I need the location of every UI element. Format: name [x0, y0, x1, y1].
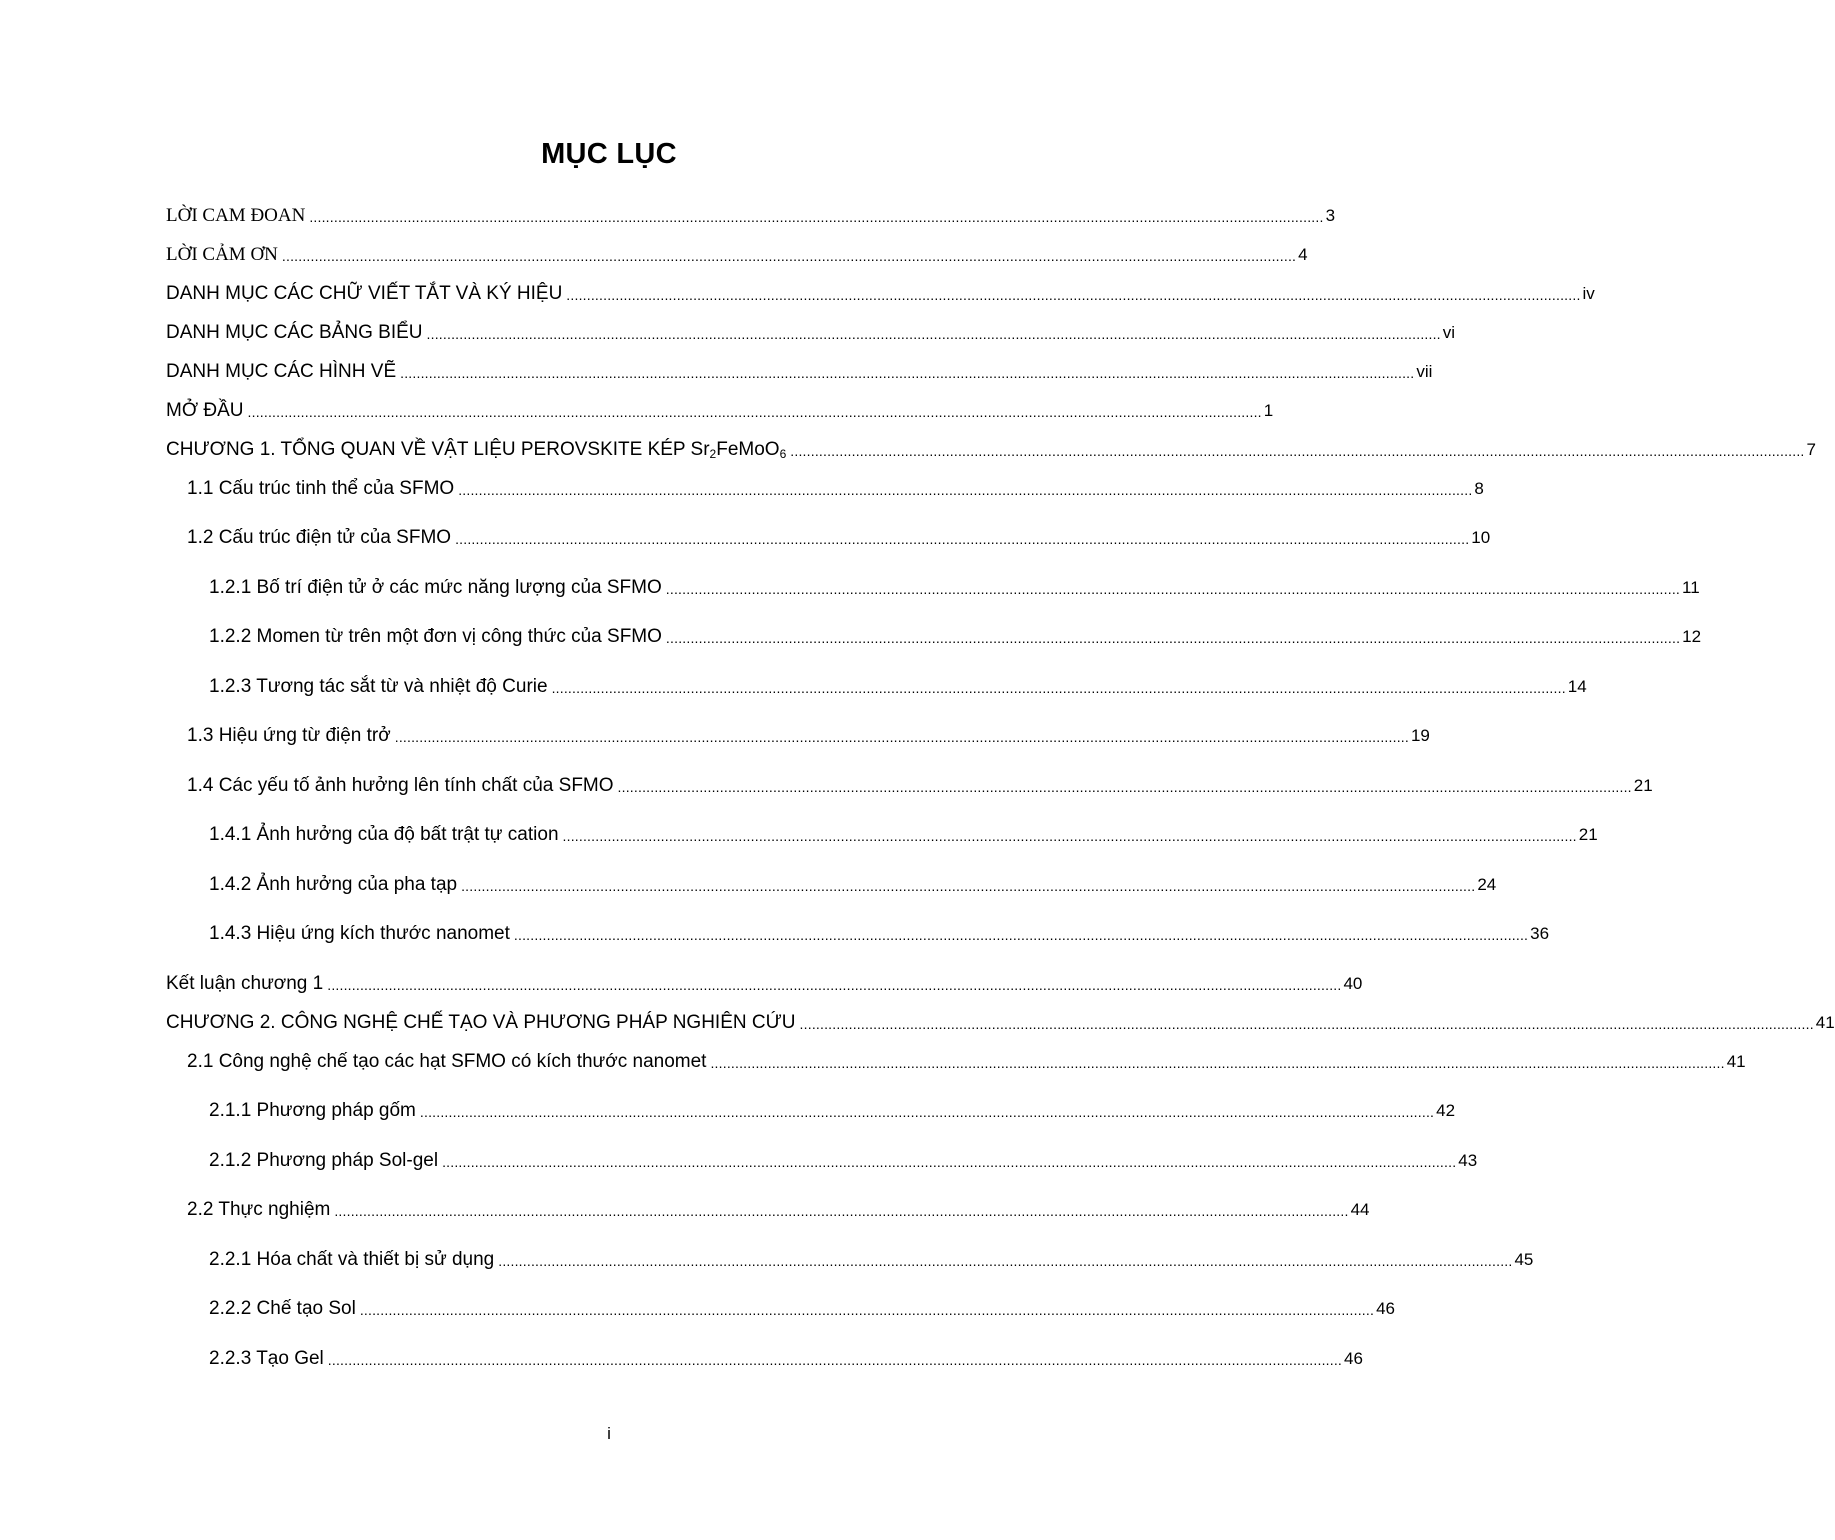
- toc-entry[interactable]: [209, 1095, 1456, 1121]
- toc-entry-title: DANH MỤC CÁC CHỮ VIẾT TẮT VÀ KÝ HIỆU: [166, 283, 563, 304]
- toc-entry[interactable]: [209, 1343, 1363, 1369]
- toc-entry-title: [166, 439, 786, 460]
- toc-title-part: CHƯƠNG 1. TỔNG QUAN VỀ VẬT LIỆU PEROVSKITE KÉP Sr: [166, 439, 710, 460]
- toc-entry-title: 2.2 Thực nghiệm: [187, 1199, 331, 1220]
- toc-dot-leader: ........................................................................................................................................................................................................................................................: [327, 1352, 1343, 1368]
- toc-dot-leader: ........................................................................................................................................................................................................................................................: [359, 1302, 1375, 1318]
- toc-dot-leader: ........................................................................................................................................................................................................................................................: [458, 482, 1473, 498]
- toc-dot-leader: ........................................................................................................................................................................................................................................................: [419, 1104, 1435, 1120]
- toc-dot-leader: ........................................................................................................................................................................................................................................................: [461, 878, 1476, 894]
- toc-dot-leader: ........................................................................................................................................................................................................................................................: [562, 828, 1577, 844]
- toc-entry[interactable]: [187, 1194, 1370, 1220]
- toc-page-number: 11: [1682, 578, 1700, 597]
- toc-dot-leader: ........................................................................................................................................................................................................................................................: [710, 1055, 1725, 1071]
- toc-dot-leader: ........................................................................................................................................................................................................................................................: [327, 977, 1342, 993]
- toc-entry-title: 1.4.2 Ảnh hưởng của pha tạp: [209, 874, 458, 895]
- toc-entry-title: CHƯƠNG 2. CÔNG NGHỆ CHẾ TẠO VÀ PHƯƠNG PHÁP NGHIÊN CỨU: [166, 1012, 796, 1033]
- toc-entry[interactable]: [209, 1293, 1395, 1319]
- toc-entry-title: 1.4.3 Hiệu ứng kích thước nanomet: [209, 923, 510, 944]
- toc-page-number: 43: [1458, 1151, 1478, 1170]
- toc-entry[interactable]: [166, 200, 1336, 226]
- page-number-footer: i: [607, 1424, 611, 1443]
- toc-entry[interactable]: [187, 473, 1484, 499]
- toc-dot-leader: ........................................................................................................................................................................................................................................................: [442, 1154, 1457, 1170]
- toc-entry[interactable]: [166, 968, 1363, 994]
- toc-entry-title: MỞ ĐẦU: [166, 400, 244, 421]
- toc-page-number: 8: [1474, 479, 1484, 498]
- toc-dot-leader: ........................................................................................................................................................................................................................................................: [551, 680, 1566, 696]
- toc-dot-leader: ........................................................................................................................................................................................................................................................: [394, 729, 1409, 745]
- toc-entry[interactable]: [166, 434, 1816, 461]
- toc-entry[interactable]: [187, 770, 1653, 796]
- toc-entry-title: LỜI CẢM ƠN: [166, 244, 278, 265]
- toc-entry-title: 2.2.1 Hóa chất và thiết bị sử dụng: [209, 1249, 495, 1270]
- toc-page-number: 40: [1343, 974, 1363, 993]
- toc-entry[interactable]: [209, 819, 1598, 845]
- toc-entry[interactable]: [166, 356, 1433, 382]
- toc-page-number: 42: [1436, 1101, 1456, 1120]
- toc-entry-title: 2.2.3 Tạo Gel: [209, 1348, 324, 1369]
- toc-page-number: 1: [1263, 401, 1274, 420]
- toc-dot-leader: ........................................................................................................................................................................................................................................................: [566, 287, 1581, 303]
- toc-page-number: 10: [1471, 528, 1491, 547]
- subscript: 2: [709, 447, 717, 461]
- toc-dot-leader: ........................................................................................................................................................................................................................................................: [498, 1253, 1513, 1269]
- toc-entry-title: 1.2 Cấu trúc điện tử của SFMO: [187, 527, 452, 548]
- toc-page-number: 14: [1567, 677, 1587, 696]
- toc-entry[interactable]: [166, 1007, 1835, 1033]
- toc-dot-leader: ........................................................................................................................................................................................................................................................: [281, 248, 1297, 264]
- toc-page-number: 12: [1682, 627, 1702, 646]
- toc-entry[interactable]: [166, 239, 1308, 265]
- toc-entry-title: DANH MỤC CÁC HÌNH VẼ: [166, 361, 397, 382]
- toc-page-number: 21: [1633, 776, 1653, 795]
- toc-entry[interactable]: [209, 671, 1587, 697]
- toc-title-part: FeMoO: [716, 439, 780, 460]
- toc-entry[interactable]: [187, 720, 1430, 746]
- toc-dot-leader: ........................................................................................................................................................................................................................................................: [400, 365, 1415, 381]
- toc-entry-title: 1.4 Các yếu tố ảnh hưởng lên tính chất của SFMO: [187, 775, 614, 796]
- toc-page-number: 24: [1477, 875, 1497, 894]
- toc-dot-leader: ........................................................................................................................................................................................................................................................: [247, 404, 1262, 420]
- toc-entry[interactable]: [187, 1046, 1746, 1072]
- toc-page-number: 21: [1578, 825, 1598, 844]
- toc-entry-title: 1.2.3 Tương tác sắt từ và nhiệt độ Curie: [209, 676, 548, 697]
- toc-entry-title: 2.1 Công nghệ chế tạo các hạt SFMO có kích thước nanomet: [187, 1051, 707, 1072]
- toc-page-number: 41: [1726, 1052, 1746, 1071]
- toc-entry-title: Kết luận chương 1: [166, 973, 324, 994]
- toc-entry[interactable]: [209, 869, 1497, 895]
- toc-page-number: 45: [1514, 1250, 1534, 1269]
- toc-dot-leader: ........................................................................................................................................................................................................................................................: [790, 443, 1805, 459]
- toc-page-number: 44: [1350, 1200, 1370, 1219]
- toc-page-number: 46: [1376, 1299, 1395, 1318]
- toc-entry[interactable]: [166, 395, 1274, 421]
- toc-page-number: 46: [1344, 1349, 1363, 1368]
- subscript: 6: [779, 447, 787, 461]
- toc-dot-leader: ........................................................................................................................................................................................................................................................: [665, 630, 1681, 646]
- toc-page-number: 4: [1298, 245, 1308, 264]
- toc-entry-title: 1.1 Cấu trúc tinh thể của SFMO: [187, 478, 455, 499]
- toc-entry[interactable]: [209, 1145, 1478, 1171]
- toc-dot-leader: ........................................................................................................................................................................................................................................................: [426, 326, 1441, 342]
- toc-entry[interactable]: [209, 572, 1700, 598]
- toc-page-number: vii: [1416, 362, 1433, 381]
- toc-entry[interactable]: [166, 317, 1456, 343]
- toc-page-number: 7: [1806, 440, 1816, 459]
- toc-page-number: 36: [1530, 924, 1550, 943]
- toc-entry-title: 1.2.1 Bố trí điện tử ở các mức năng lượng của SFMO: [209, 577, 662, 598]
- toc-entry-title: LỜI CAM ĐOAN: [166, 205, 306, 226]
- toc-dot-leader: ........................................................................................................................................................................................................................................................: [617, 779, 1632, 795]
- toc-entry-title: 2.2.2 Chế tạo Sol: [209, 1298, 356, 1319]
- toc-page-number: 19: [1410, 726, 1430, 745]
- toc-dot-leader: ........................................................................................................................................................................................................................................................: [455, 531, 1470, 547]
- toc-dot-leader: ........................................................................................................................................................................................................................................................: [309, 209, 1324, 225]
- toc-dot-leader: ........................................................................................................................................................................................................................................................: [334, 1203, 1349, 1219]
- toc-entry[interactable]: [187, 522, 1491, 548]
- toc-dot-leader: ........................................................................................................................................................................................................................................................: [513, 927, 1529, 943]
- toc-entry[interactable]: [209, 621, 1702, 647]
- toc-page-number: vi: [1442, 323, 1456, 342]
- toc-entry-title: DANH MỤC CÁC BẢNG BIỂU: [166, 322, 423, 343]
- page-title: MỤC LỤC: [541, 138, 677, 170]
- toc-page-number: 41: [1815, 1013, 1835, 1032]
- toc-entry[interactable]: [166, 278, 1595, 304]
- toc-entry[interactable]: [209, 918, 1550, 944]
- toc-entry[interactable]: [209, 1244, 1534, 1270]
- toc-dot-leader: ........................................................................................................................................................................................................................................................: [799, 1016, 1814, 1032]
- toc-dot-leader: ........................................................................................................................................................................................................................................................: [665, 581, 1680, 597]
- toc-entry-title: 2.1.2 Phương pháp Sol-gel: [209, 1150, 439, 1171]
- toc-entry-title: 1.2.2 Momen từ trên một đơn vị công thức của SFMO: [209, 626, 662, 647]
- toc-page-number: 3: [1325, 206, 1336, 225]
- toc-entry-title: 1.4.1 Ảnh hưởng của độ bất trật tự cation: [209, 824, 559, 845]
- toc-page-number: iv: [1582, 284, 1595, 303]
- toc-entry-title: 2.1.1 Phương pháp gốm: [209, 1100, 416, 1121]
- toc-entry-title: 1.3 Hiệu ứng từ điện trở: [187, 725, 391, 746]
